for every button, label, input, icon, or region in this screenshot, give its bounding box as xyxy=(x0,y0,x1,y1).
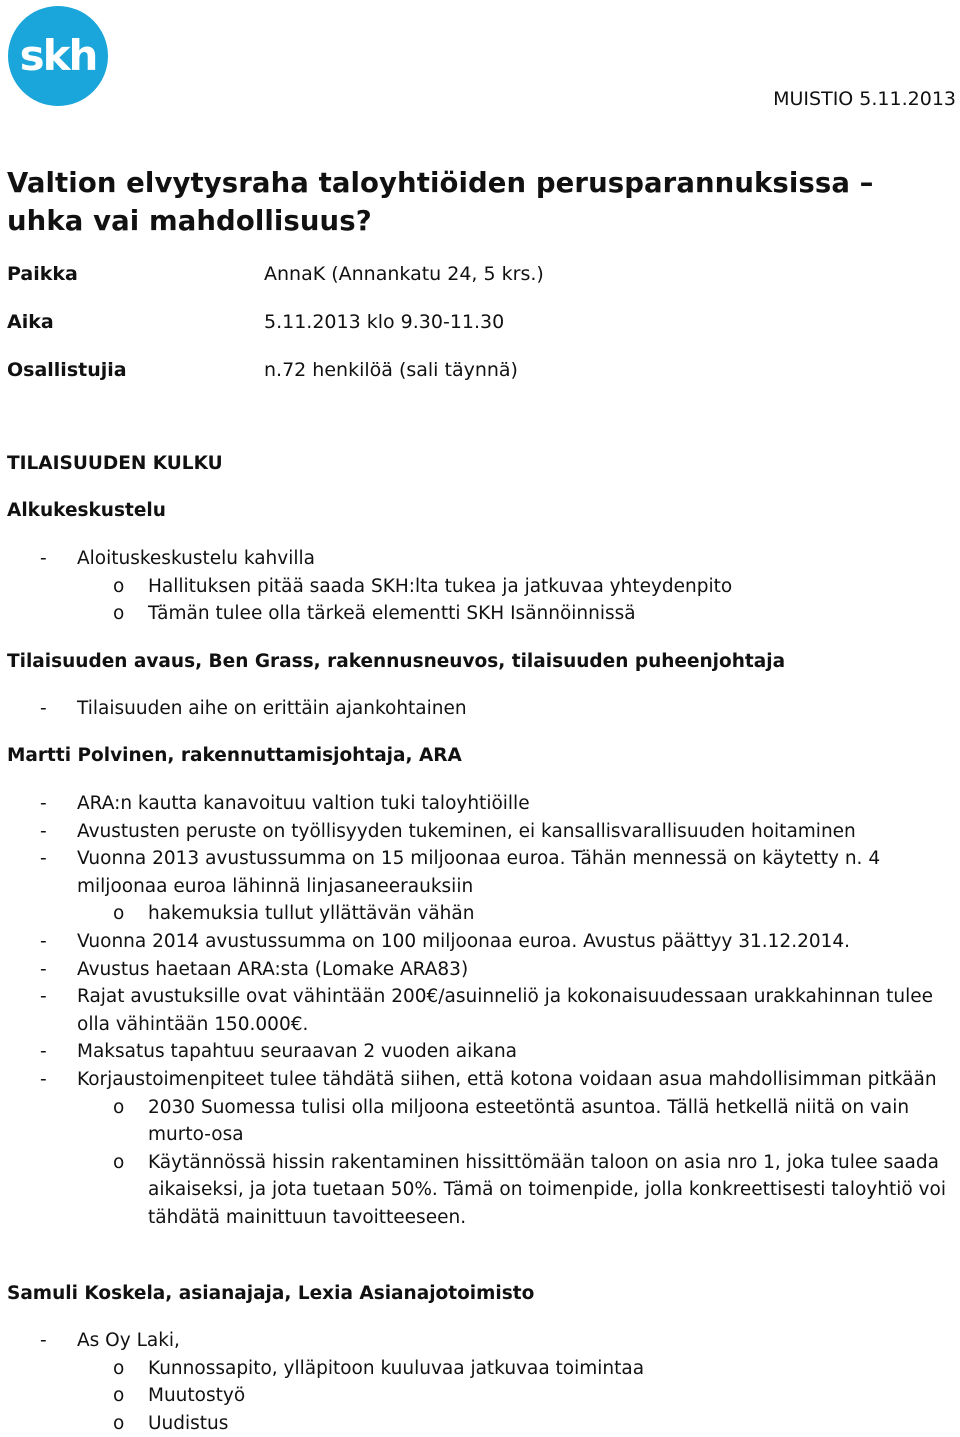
section-heading-polvinen: Martti Polvinen, rakennuttamisjohtaja, ARA xyxy=(7,745,462,766)
circle-marker: o xyxy=(113,1357,125,1379)
circle-marker: o xyxy=(113,1385,125,1407)
circle-marker: o xyxy=(113,903,125,925)
dash-marker: - xyxy=(40,1330,47,1351)
dash-marker: - xyxy=(40,1068,47,1090)
list-subitem: o Tämän tulee olla tärkeä elementti SKH Isännöinnissä xyxy=(0,600,955,628)
meta-row-place xyxy=(7,260,947,288)
circle-marker: o xyxy=(113,1151,125,1173)
list-item: - Korjaustoimenpiteet tulee tähdätä siihen, että kotona voidaan asua mahdollisimman pitkään xyxy=(0,1066,955,1094)
list-subitem: o Kunnossapito, ylläpitoon kuuluvaa jatkuvaa toimintaa xyxy=(0,1355,955,1383)
memo-date: MUISTIO 5.11.2013 xyxy=(773,88,956,110)
list-item: - Avustusten peruste on työllisyyden tukeminen, ei kansallisvarallisuuden hoitaminen xyxy=(0,818,955,846)
dash-marker: - xyxy=(40,848,47,870)
dash-marker: - xyxy=(40,1041,47,1063)
dash-marker: - xyxy=(40,698,47,719)
list-item: - Vuonna 2014 avustussumma on 100 miljoonaa euroa. Avustus päättyy 31.12.2014. xyxy=(0,928,955,956)
meta-value: n.72 henkilöä (sali täynnä) xyxy=(264,359,518,381)
list-subitem: o Käytännössä hissin rakentaminen hissittömään taloon on asia nro 1, joka tulee saada aikaiseksi, ja jota tuetaan 50%. Tämä on toimenpide, jolla konkreettisesti taloyhtiö voi tähdätä mainittuun tavoitteeseen. xyxy=(0,1149,955,1232)
meta-value: 5.11.2013 klo 9.30-11.30 xyxy=(264,311,505,333)
list-item: - ARA:n kautta kanavoituu valtion tuki taloyhtiöille xyxy=(0,790,955,818)
circle-marker: o xyxy=(113,575,125,597)
meta-label: Osallistujia xyxy=(7,359,127,381)
section-heading-avaus: Tilaisuuden avaus, Ben Grass, rakennusneuvos, tilaisuuden puheenjohtaja xyxy=(7,651,786,672)
meta-label: Paikka xyxy=(7,263,78,285)
list-item: - Avustus haetaan ARA:sta (Lomake ARA83) xyxy=(0,956,955,984)
list-item: - Aloituskeskustelu kahvilla xyxy=(0,545,955,573)
list-subitem: o hakemuksia tullut yllättävän vähän xyxy=(0,900,955,928)
section-heading-kulku: TILAISUUDEN KULKU xyxy=(7,453,223,474)
section-heading-alku: Alkukeskustelu xyxy=(7,500,166,521)
document-title: Valtion elvytysraha taloyhtiöiden perusparannuksissa – uhka vai mahdollisuus? xyxy=(7,167,874,237)
meta-row-time xyxy=(7,308,947,336)
meta-value: AnnaK (Annankatu 24, 5 krs.) xyxy=(264,263,544,285)
circle-marker: o xyxy=(113,1412,125,1434)
list-item: - Rajat avustuksille ovat vähintään 200€/asuinneliö ja kokonaisuudessaan urakkahinnan tulee olla vähintään 150.000€. xyxy=(0,983,955,1038)
dash-marker: - xyxy=(40,548,47,569)
list-polvinen xyxy=(0,790,955,1232)
list-koskela xyxy=(0,1327,955,1437)
list-subitem: o Hallituksen pitää saada SKH:lta tukea ja jatkuvaa yhteydenpito xyxy=(0,573,955,601)
dash-marker: - xyxy=(40,820,47,842)
list-item: - Tilaisuuden aihe on erittäin ajankohtainen xyxy=(0,695,955,723)
dash-marker: - xyxy=(40,930,47,952)
list-subitem: o Muutostyö xyxy=(0,1382,955,1410)
dash-marker: - xyxy=(40,793,47,814)
list-item: - Vuonna 2013 avustussumma on 15 miljoonaa euroa. Tähän mennessä on käytetty n. 4 miljoonaa euroa lähinnä linjasaneerauksiin xyxy=(0,845,955,900)
dash-marker: - xyxy=(40,958,47,980)
list-subitem: o 2030 Suomessa tulisi olla miljoona esteetöntä asuntoa. Tällä hetkellä niitä on vain murto-osa xyxy=(0,1094,955,1149)
list-subitem: o Uudistus xyxy=(0,1410,955,1437)
list-alku xyxy=(0,545,955,628)
meta-label: Aika xyxy=(7,311,54,333)
logo-text: skh xyxy=(19,31,97,80)
meta-row-participants xyxy=(7,356,947,384)
list-item: - Maksatus tapahtuu seuraavan 2 vuoden aikana xyxy=(0,1038,955,1066)
section-heading-koskela: Samuli Koskela, asianajaja, Lexia Asianajotoimisto xyxy=(7,1283,535,1304)
circle-marker: o xyxy=(113,1096,125,1118)
list-item: - As Oy Laki, xyxy=(0,1327,955,1355)
skh-logo xyxy=(8,6,108,106)
list-avaus xyxy=(0,695,955,723)
dash-marker: - xyxy=(40,986,47,1008)
circle-marker: o xyxy=(113,603,125,625)
